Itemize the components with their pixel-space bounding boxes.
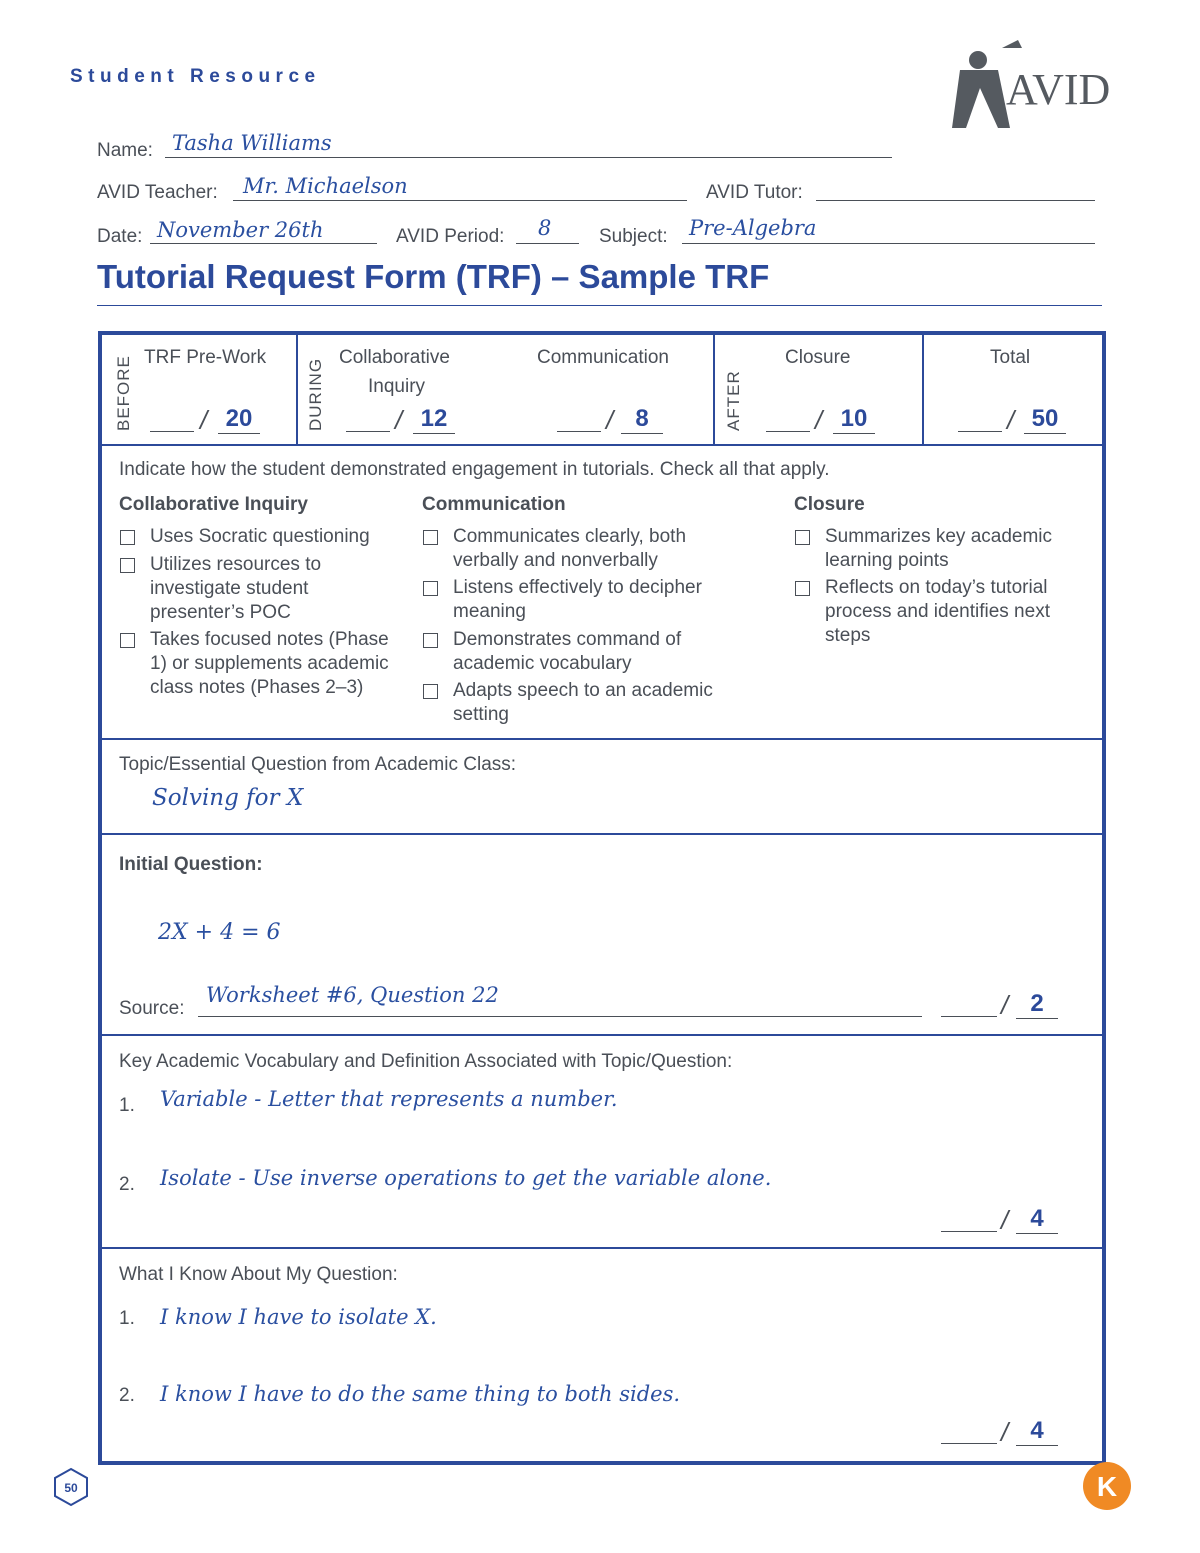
page-number: 50 [64,1481,78,1495]
tutor-label: AVID Tutor: [706,182,803,203]
source-line [198,1016,922,1017]
know-number-2: 2. [119,1385,135,1406]
topic-label: Topic/Essential Question from Academic Class: [119,754,517,775]
logo-text: AVID [1006,65,1111,114]
subject-value[interactable]: Pre-Algebra [689,216,817,240]
checklist-item[interactable]: Uses Socratic questioning [120,525,420,549]
total-score-blank[interactable] [958,431,1002,432]
checklist-item[interactable]: Utilizes resources to investigate student presenter’s POC [120,553,395,625]
col-head-closure: Closure [794,494,865,515]
teacher-value[interactable]: Mr. Michaelson [243,174,408,198]
title-divider [97,305,1102,306]
col-head-comm: Communication [422,494,566,515]
engagement-intro: Indicate how the student demonstrated engagement in tutorials. Check all that apply. [119,459,830,480]
k-logo-icon [1083,1462,1131,1510]
checkbox[interactable] [795,581,810,596]
vocab-item-1[interactable]: Variable - Letter that represents a number. [160,1087,618,1111]
vocab-label: Key Academic Vocabulary and Definition Associated with Topic/Question: [119,1051,733,1072]
prework-max: 20 [218,405,260,434]
vocab-score-blank[interactable] [941,1231,997,1232]
slash: / [815,405,823,435]
slash: / [1001,990,1009,1020]
collab-max: 12 [413,405,455,434]
know-label: What I Know About My Question: [119,1264,398,1285]
score-divider [713,335,715,444]
date-value[interactable]: November 26th [157,218,324,242]
name-line [165,157,892,158]
closure-score-blank[interactable] [766,431,810,432]
know-score-blank[interactable] [941,1443,997,1444]
subject-line [682,243,1095,244]
vocab-number-2: 2. [119,1174,135,1195]
total-max: 50 [1024,405,1066,434]
checklist-item[interactable]: Takes focused notes (Phase 1) or supplements academic class notes (Phases 2–3) [120,628,405,700]
know-item-1[interactable]: I know I have to isolate X. [160,1305,437,1329]
slash: / [1001,1417,1009,1447]
slash: / [395,405,403,435]
checklist-item[interactable]: Adapts speech to an academic setting [423,679,773,727]
page-title: Tutorial Request Form (TRF) – Sample TRF [97,258,770,295]
period-label: AVID Period: [396,226,505,247]
score-divider [296,335,298,444]
know-item-2[interactable]: I know I have to do the same thing to both sides. [160,1382,681,1406]
slash: / [200,405,208,435]
date-label: Date: [97,226,143,247]
row-divider [102,1034,1102,1036]
know-number-1: 1. [119,1308,135,1329]
vocab-item-2[interactable]: Isolate - Use inverse operations to get the variable alone. [160,1166,772,1190]
initial-max: 2 [1016,990,1058,1019]
score-divider [922,335,924,444]
checkbox[interactable] [120,633,135,648]
know-max: 4 [1016,1417,1058,1446]
checkbox[interactable] [423,633,438,648]
slash: / [1007,405,1015,435]
total-label: Total [990,347,1031,368]
checklist-item[interactable]: Summarizes key academic learning points [795,525,1095,573]
section-label: Student Resource [70,66,321,87]
row-divider [102,444,1102,446]
trf-form [98,331,1106,1465]
prework-label: TRF Pre-Work [144,347,267,368]
checkbox[interactable] [423,530,438,545]
vocab-number-1: 1. [119,1095,135,1116]
initial-score-blank[interactable] [941,1016,997,1017]
avid-logo [940,28,1115,138]
period-line [516,243,579,244]
topic-value[interactable]: Solving for X [152,785,304,811]
row-divider [102,1247,1102,1249]
teacher-label: AVID Teacher: [97,182,218,203]
checkbox[interactable] [120,558,135,573]
closure-max: 10 [833,405,875,434]
closure-label: Closure [785,347,851,368]
collab-label-2: Inquiry [368,376,426,397]
subject-label: Subject: [599,226,668,247]
source-value[interactable]: Worksheet #6, Question 22 [206,983,499,1007]
collab-score-blank[interactable] [346,431,390,432]
k-logo-text: K [1096,1471,1118,1502]
checkbox[interactable] [423,684,438,699]
collab-label: Collaborative [339,347,450,368]
name-value[interactable]: Tasha Williams [172,131,332,155]
slash: / [606,405,614,435]
initial-question-label: Initial Question: [119,854,263,875]
col-head-collab: Collaborative Inquiry [119,494,308,515]
checkbox[interactable] [120,530,135,545]
row-divider [102,833,1102,835]
during-label: DURING [306,357,325,431]
comm-label: Communication [537,347,669,368]
name-label: Name: [97,140,153,161]
prework-score-blank[interactable] [150,431,194,432]
before-label: BEFORE [114,355,133,431]
after-label: AFTER [724,370,743,431]
row-divider [102,738,1102,740]
slash: / [1001,1205,1009,1235]
comm-max: 8 [621,405,663,434]
checklist-item[interactable]: Communicates clearly, both verbally and nonverbally [423,525,753,573]
vocab-max: 4 [1016,1205,1058,1234]
checklist-item[interactable]: Reflects on today’s tutorial process and identifies next steps [795,576,1095,648]
checklist-item[interactable]: Demonstrates command of academic vocabulary [423,628,753,676]
teacher-line [233,200,687,201]
source-label: Source: [119,998,185,1019]
comm-score-blank[interactable] [557,431,601,432]
checklist-item[interactable]: Listens effectively to decipher meaning [423,576,753,624]
period-value[interactable]: 8 [538,216,552,240]
checkbox[interactable] [795,530,810,545]
tutor-line [816,200,1095,201]
page-number-badge [53,1467,89,1507]
date-line [150,243,377,244]
initial-question-value[interactable]: 2X + 4 = 6 [158,920,281,945]
checkbox[interactable] [423,581,438,596]
